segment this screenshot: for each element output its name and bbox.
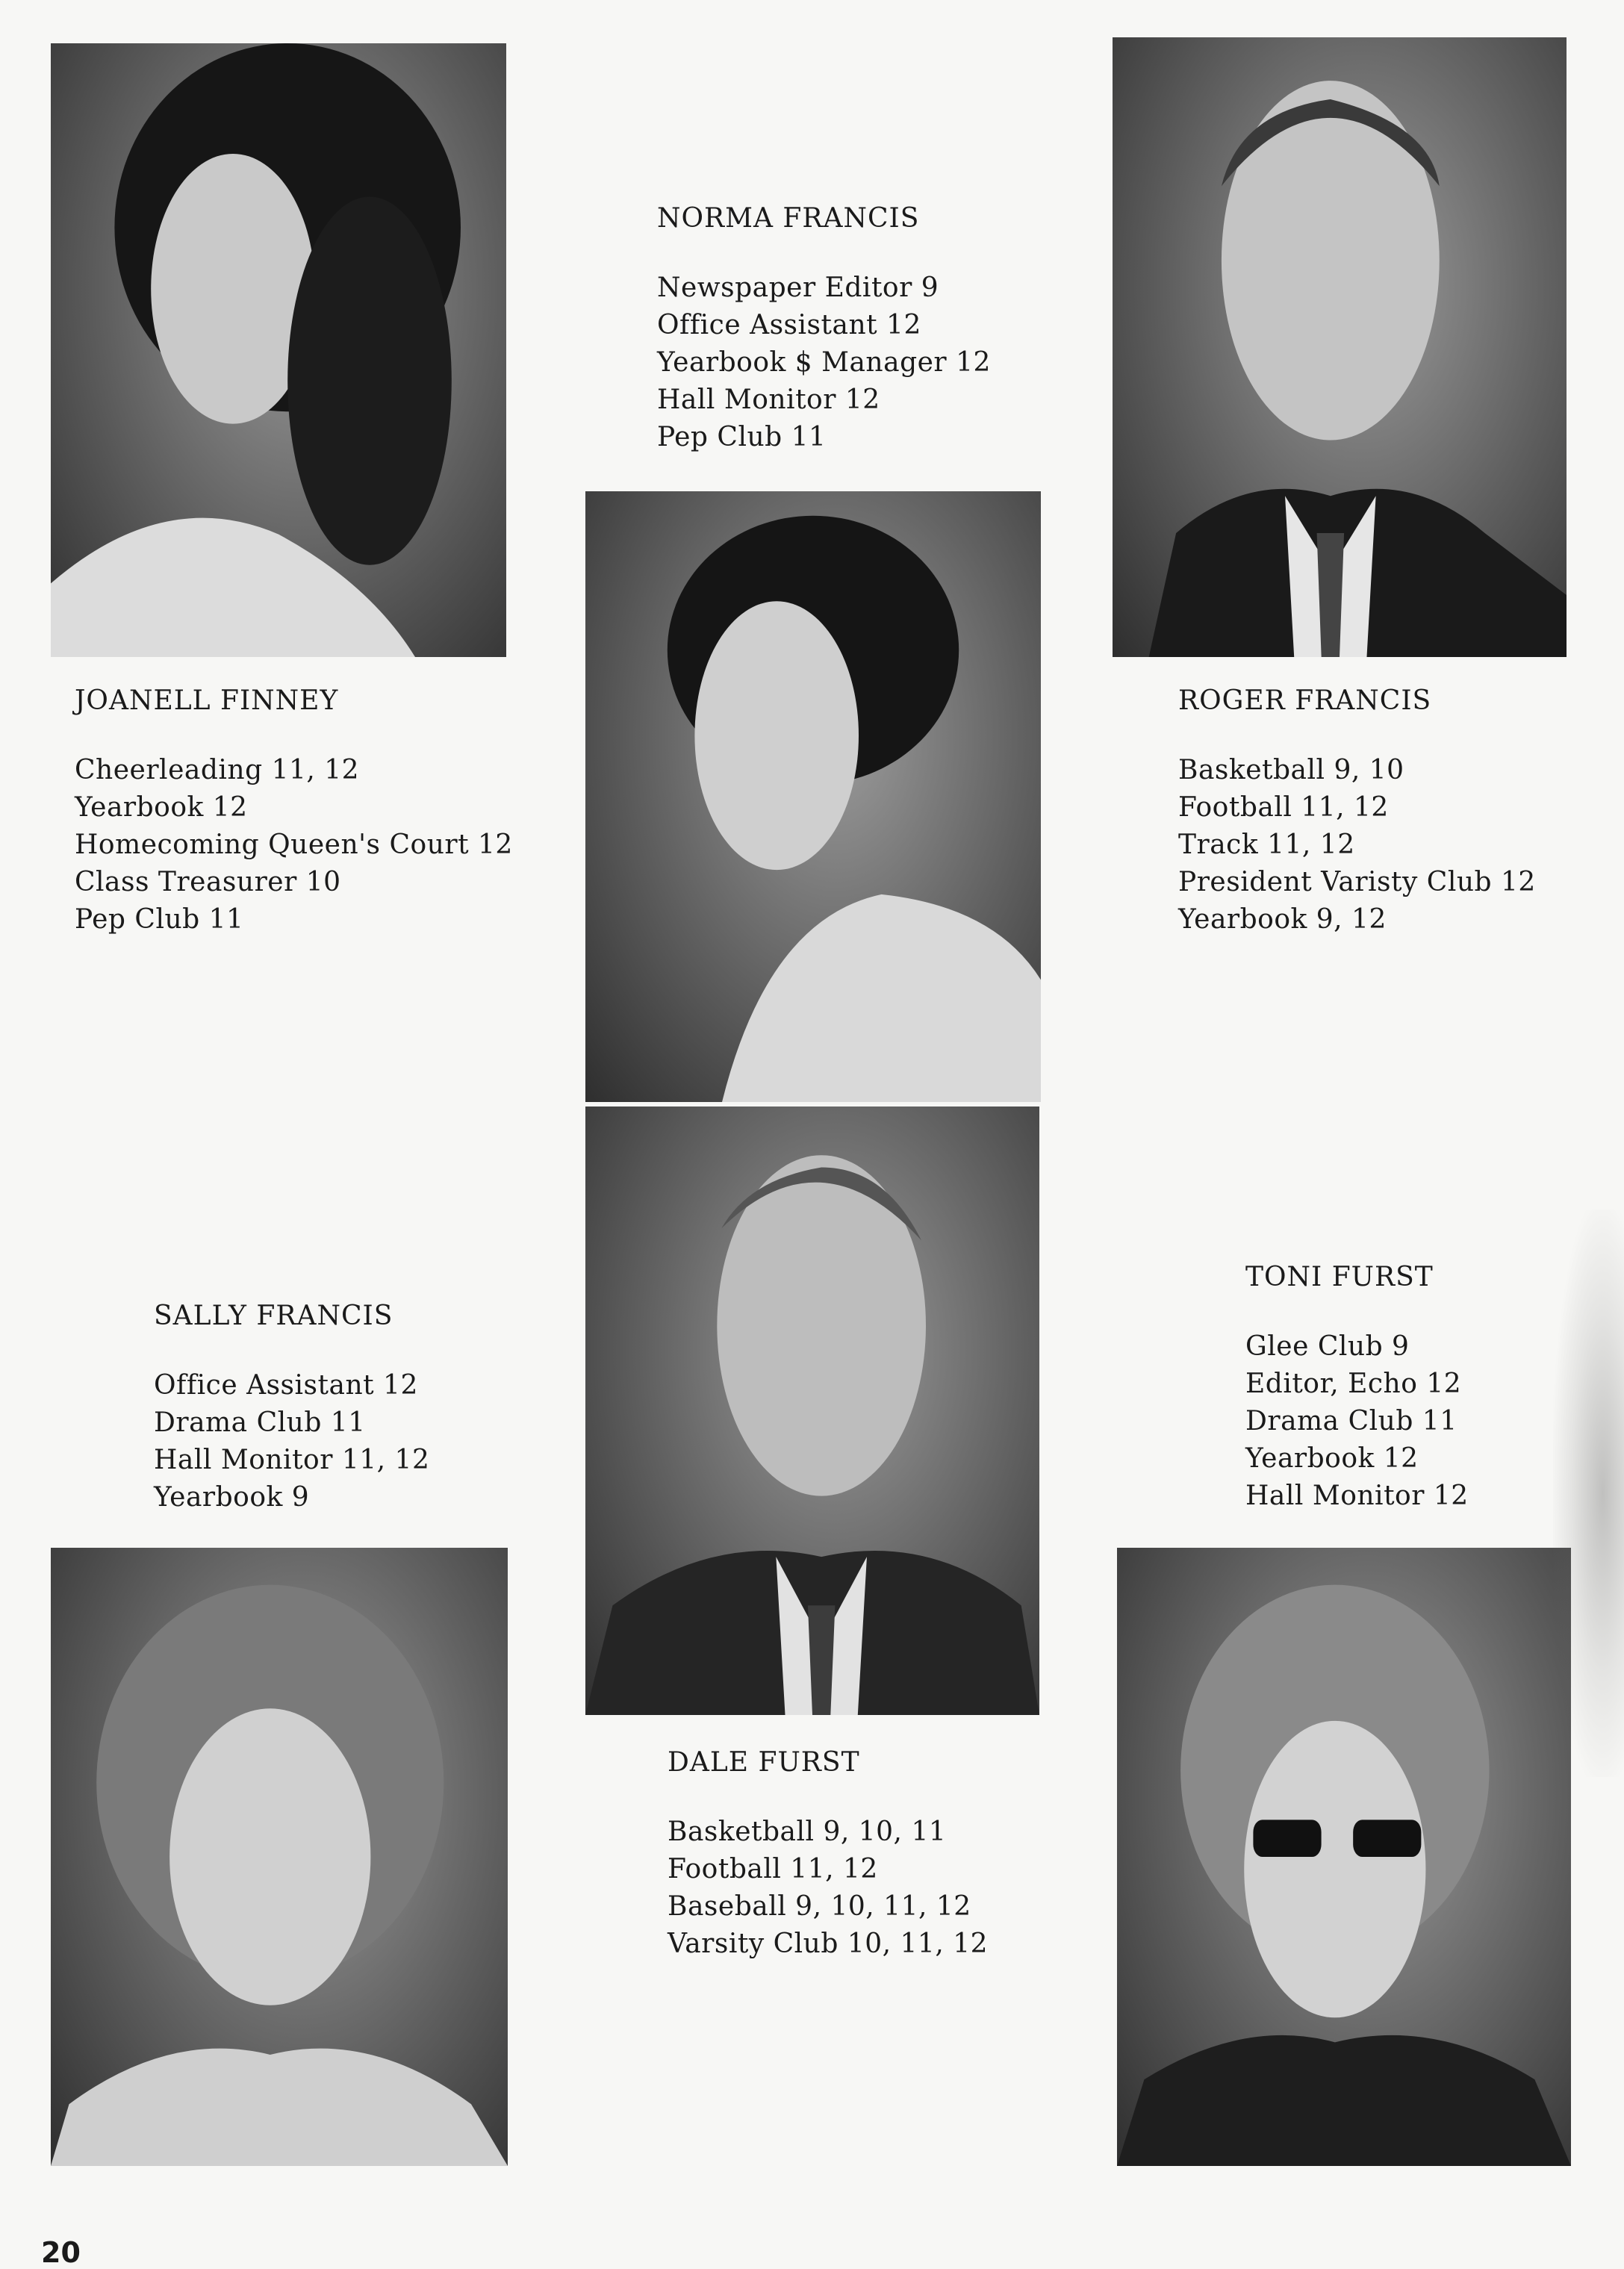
activity-item: Yearbook 12 [1245, 1443, 1419, 1474]
student-name: ROGER FRANCIS [1178, 685, 1432, 716]
page-number: 20 [41, 2236, 81, 2269]
activity-item: Football 11, 12 [668, 1854, 878, 1884]
activity-item: Hall Monitor 12 [1245, 1481, 1469, 1511]
portrait-dale-furst [585, 1107, 1039, 1715]
activity-item: Varsity Club 10, 11, 12 [668, 1929, 989, 1959]
activity-item: Hall Monitor 12 [657, 385, 880, 415]
activity-item: Pep Club 11 [657, 422, 827, 452]
portrait-joanell-finney [51, 43, 506, 657]
activity-item: Editor, Echo 12 [1245, 1369, 1462, 1399]
activity-item: Glee Club 9 [1245, 1331, 1410, 1362]
activity-list [1178, 752, 1536, 939]
activity-list [1245, 1328, 1469, 1515]
activity-item: Baseball 9, 10, 11, 12 [668, 1891, 971, 1922]
portrait-sally-francis [51, 1548, 508, 2166]
activity-item: President Varisty Club 12 [1178, 867, 1536, 897]
paper-stain [1553, 1210, 1624, 1777]
activity-item: Drama Club 11 [154, 1407, 366, 1438]
activity-item: Yearbook 9, 12 [1178, 904, 1387, 935]
caption-sally-francis [154, 1301, 429, 1516]
activity-item: Football 11, 12 [1178, 792, 1389, 823]
student-name: TONI FURST [1245, 1262, 1434, 1292]
activity-item: Office Assistant 12 [657, 310, 921, 340]
activity-item: Yearbook $ Manager 12 [657, 347, 991, 378]
portrait-roger-francis [1113, 37, 1567, 657]
activity-item: Hall Monitor 11, 12 [154, 1445, 430, 1475]
activity-item: Cheerleading 11, 12 [75, 755, 360, 785]
student-name: SALLY FRANCIS [154, 1301, 393, 1331]
activity-item: Pep Club 11 [75, 904, 244, 935]
activity-list [154, 1367, 429, 1516]
caption-dale-furst [668, 1747, 988, 1963]
activity-item: Yearbook 12 [75, 792, 248, 823]
activity-item: Basketball 9, 10 [1178, 755, 1404, 785]
activity-item: Track 11, 12 [1178, 830, 1355, 860]
activity-list [75, 752, 513, 939]
activity-item: Yearbook 9 [154, 1482, 310, 1513]
caption-toni-furst [1245, 1262, 1469, 1515]
activity-item: Newspaper Editor 9 [657, 273, 939, 303]
activity-list [668, 1814, 988, 1963]
student-name: NORMA FRANCIS [657, 203, 920, 234]
activity-item: Class Treasurer 10 [75, 867, 341, 897]
caption-norma-francis [657, 203, 991, 456]
activity-item: Basketball 9, 10, 11 [668, 1817, 947, 1847]
activity-item: Homecoming Queen's Court 12 [75, 830, 513, 860]
activity-list [657, 270, 991, 456]
activity-item: Office Assistant 12 [154, 1370, 418, 1401]
caption-roger-francis [1178, 685, 1536, 939]
portrait-toni-furst [1117, 1548, 1571, 2166]
caption-joanell-finney [75, 685, 513, 939]
student-name: DALE FURST [668, 1747, 860, 1778]
student-name: JOANELL FINNEY [75, 685, 339, 716]
portrait-norma-francis [585, 491, 1041, 1102]
activity-item: Drama Club 11 [1245, 1406, 1457, 1437]
